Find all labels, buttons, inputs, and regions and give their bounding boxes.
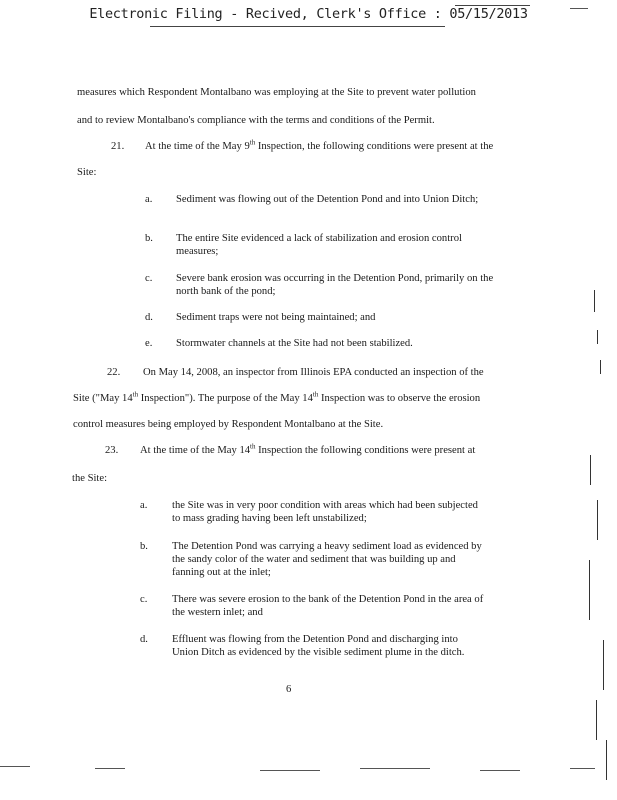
scan-mark <box>360 768 430 769</box>
scan-mark <box>597 330 598 344</box>
scan-mark <box>570 8 588 9</box>
filing-stamp-header: Electronic Filing - Recived, Clerk's Office : 05/15/2013 <box>89 6 528 22</box>
scan-mark <box>570 768 595 769</box>
paragraph-continuation: the Site: <box>72 473 108 484</box>
list-label: e. <box>145 338 153 349</box>
page-number: 6 <box>286 684 292 695</box>
list-label: b. <box>140 541 148 552</box>
list-label: d. <box>145 312 153 323</box>
scan-mark <box>594 290 595 312</box>
list-item: There was severe erosion to the bank of the Detention Pond in the area of the western inlet; and <box>172 594 484 618</box>
paragraph-lead: On May 14, 2008, an inspector from Illinois EPA conducted an inspection of the <box>143 367 484 378</box>
scan-mark <box>590 455 591 485</box>
scan-mark <box>597 500 598 540</box>
scan-mark <box>603 640 604 690</box>
body-line: measures which Respondent Montalbano was employing at the Site to prevent water pollution <box>77 87 476 98</box>
list-label: b. <box>145 233 153 244</box>
body-line: and to review Montalbano's compliance with the terms and conditions of the Permit. <box>77 115 435 126</box>
paragraph-number: 22. <box>107 367 121 378</box>
header-rule <box>455 5 530 6</box>
paragraph-lead: At the time of the May 9th Inspection, the following conditions were present at the <box>145 138 494 152</box>
list-item: Stormwater channels at the Site had not been stabilized. <box>176 338 413 349</box>
scan-mark <box>260 770 320 771</box>
list-item: The entire Site evidenced a lack of stabilization and erosion control measures; <box>176 233 462 257</box>
list-item: Sediment traps were not being maintained; and <box>176 312 376 323</box>
scan-mark <box>0 766 30 767</box>
scan-mark <box>600 360 601 374</box>
list-item: Severe bank erosion was occurring in the Detention Pond, primarily on the north bank of the pond; <box>176 273 494 297</box>
paragraph-lead: At the time of the May 14th Inspection the following conditions were present at <box>140 442 476 456</box>
list-label: d. <box>140 634 148 645</box>
scan-mark <box>596 700 597 740</box>
list-item: Effluent was flowing from the Detention Pond and discharging into Union Ditch as evidenced by the visible sediment plume in the ditch. <box>172 634 465 658</box>
list-label: c. <box>145 273 153 284</box>
list-label: a. <box>140 500 148 511</box>
list-label: c. <box>140 594 148 605</box>
header-rule <box>150 26 445 27</box>
paragraph-number: 21. <box>111 141 125 152</box>
list-item: The Detention Pond was carrying a heavy sediment load as evidenced by the sandy color of the water and sediment that was building up and fanning out at the inlet; <box>172 541 482 578</box>
scan-mark <box>480 770 520 771</box>
body-line: Site ("May 14th Inspection"). The purpose of the May 14th Inspection was to observe the erosion <box>73 390 481 404</box>
scan-mark <box>95 768 125 769</box>
list-label: a. <box>145 194 153 205</box>
list-item: Sediment was flowing out of the Detention Pond and into Union Ditch; <box>176 194 479 205</box>
list-item: the Site was in very poor condition with areas which had been subjected to mass grading having been left unstabilized; <box>172 500 478 524</box>
paragraph-continuation: Site: <box>77 167 97 178</box>
paragraph-number: 23. <box>105 445 119 456</box>
body-line: control measures being employed by Respondent Montalbano at the Site. <box>73 419 384 430</box>
scan-mark <box>589 560 590 620</box>
scan-mark <box>606 740 607 780</box>
